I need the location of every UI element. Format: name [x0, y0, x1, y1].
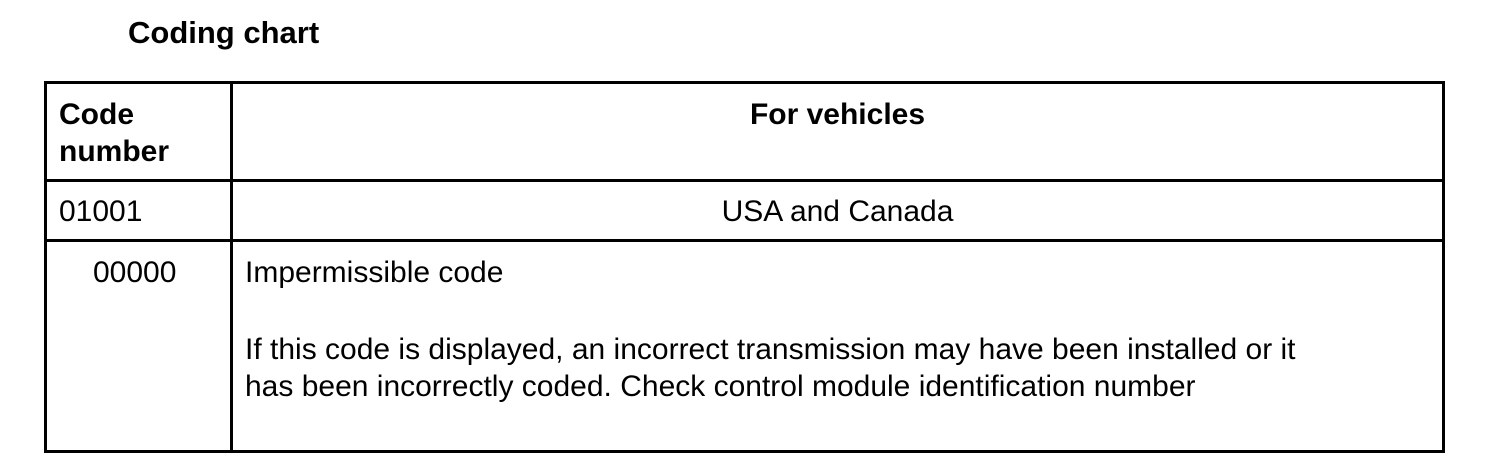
header-code-line-2: number [59, 135, 170, 168]
table-row [46, 181, 1444, 241]
note-line-2: has been incorrectly coded. Check control module identification number [245, 370, 1196, 403]
note-line-1: If this code is displayed, an incorrect transmission may have been installed or it [245, 333, 1296, 366]
coding-chart-table [44, 81, 1445, 453]
paragraph-spacer [245, 291, 1422, 331]
table-row [46, 241, 1444, 452]
impermissible-code-label: Impermissible code [245, 256, 504, 289]
header-for-vehicles: For vehicles [232, 83, 1444, 181]
header-code-number [46, 83, 232, 181]
vehicles-cell: USA and Canada [232, 181, 1444, 241]
code-cell: 00000 [46, 241, 232, 452]
header-code-line-1: Code [59, 98, 134, 131]
table-header-row [46, 83, 1444, 181]
document-title: Coding chart [128, 15, 320, 50]
code-cell: 01001 [46, 181, 232, 241]
vehicles-cell [232, 241, 1444, 452]
